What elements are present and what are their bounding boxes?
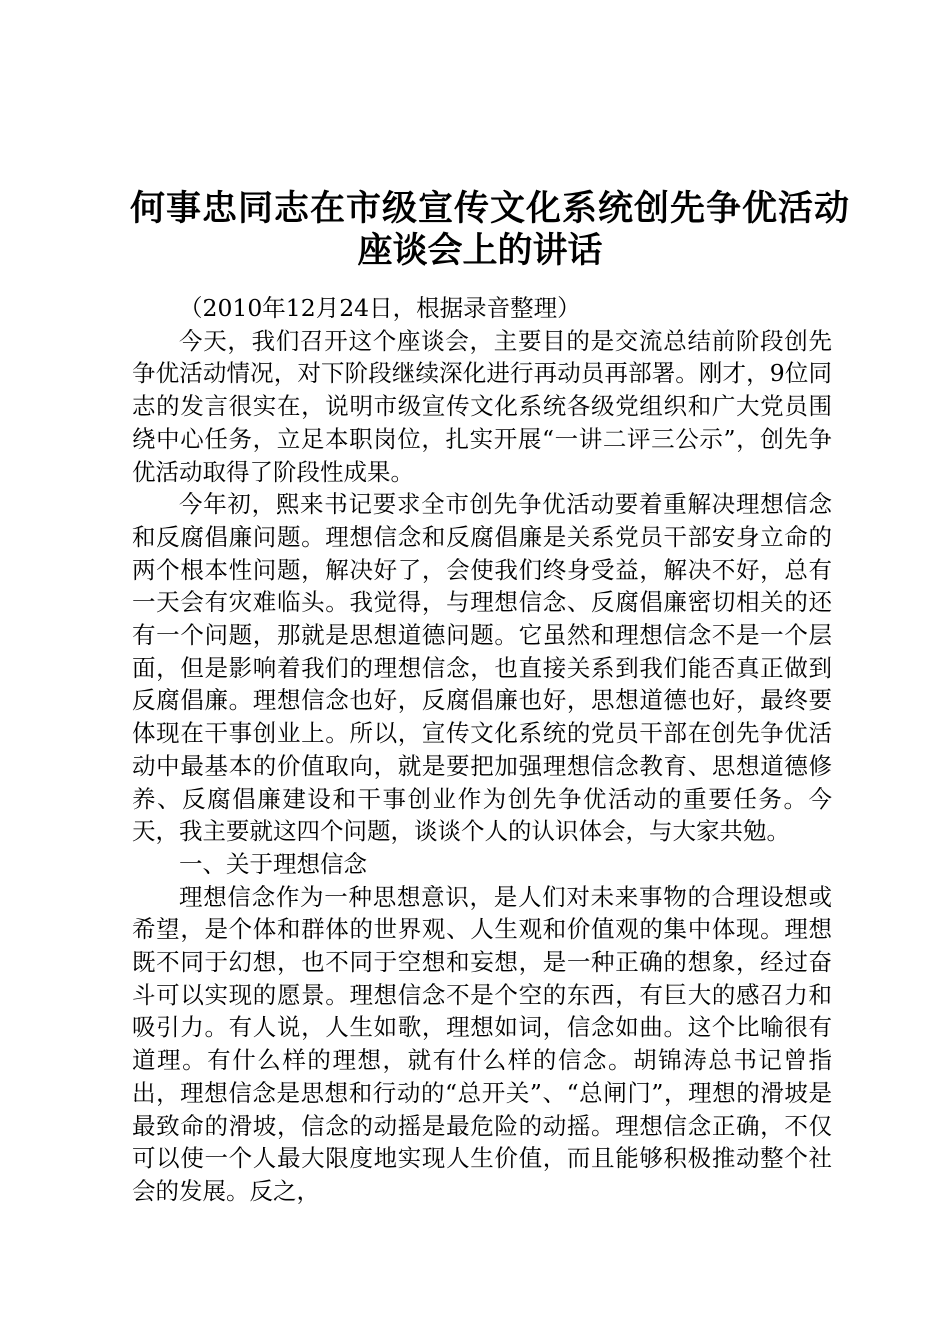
body-paragraph: 今天，我们召开这个座谈会，主要目的是交流总结前阶段创先争优活动情况，对下阶段继续深化进行再动员再部署。刚才，9位同志的发言很实在，说明市级宣传文化系统各级党组织和广大党员围绕中心任务，立足本职岗位，扎实开展“一讲二评三公示”，创先争优活动取得了阶段性成果。: [132, 326, 832, 486]
document-body: [132, 292, 832, 1208]
section-paragraph: 理想信念作为一种思想意识，是人们对未来事物的合理设想或希望，是个体和群体的世界观、人生观和价值观的集中体现。理想既不同于幻想，也不同于空想和妄想，是一种正确的想象，经过奋斗可以实现的愿景。理想信念不是个空的东西，有巨大的感召力和吸引力。有人说，人生如歌，理想如词，信念如曲。这个比喻很有道理。有什么样的理想，就有什么样的信念。胡锦涛总书记曾指出，理想信念是思想和行动的“总开关”、“总闸门”，理想的滑坡是最致命的滑坡，信念的动摇是最危险的动摇。理想信念正确，不仅可以使一个人最大限度地实现人生价值，而且能够积极推动整个社会的发展。反之，: [132, 882, 832, 1205]
section-heading: 一、关于理想信念: [179, 849, 367, 878]
document-title-line-2: 座谈会上的讲话: [357, 231, 603, 271]
document-title-line-1: 何事忠同志在市级宣传文化系统创先争优活动: [130, 189, 851, 229]
date-note: （2010年12月24日，根据录音整理）: [179, 294, 581, 322]
body-paragraph: 今年初，熙来书记要求全市创先争优活动要着重解决理想信念和反腐倡廉问题。理想信念和反腐倡廉是关系党员干部安身立命的两个根本性问题，解决好了，会使我们终身受益，解决不好，总有一天会有灾难临头。我觉得，与理想信念、反腐倡廉密切相关的还有一个问题，那就是思想道德问题。它虽然和理想信念不是一个层面，但是影响着我们的理想信念，也直接关系到我们能否真正做到反腐倡廉。理想信念也好，反腐倡廉也好，思想道德也好，最终要体现在干事创业上。所以，宣传文化系统的党员干部在创先争优活动中最基本的价值取向，就是要把加强理想信念教育、思想道德修养、反腐倡廉建设和干事创业作为创先争优活动的重要任务。今天，我主要就这四个问题，谈谈个人的认识体会，与大家共勉。: [132, 490, 832, 846]
